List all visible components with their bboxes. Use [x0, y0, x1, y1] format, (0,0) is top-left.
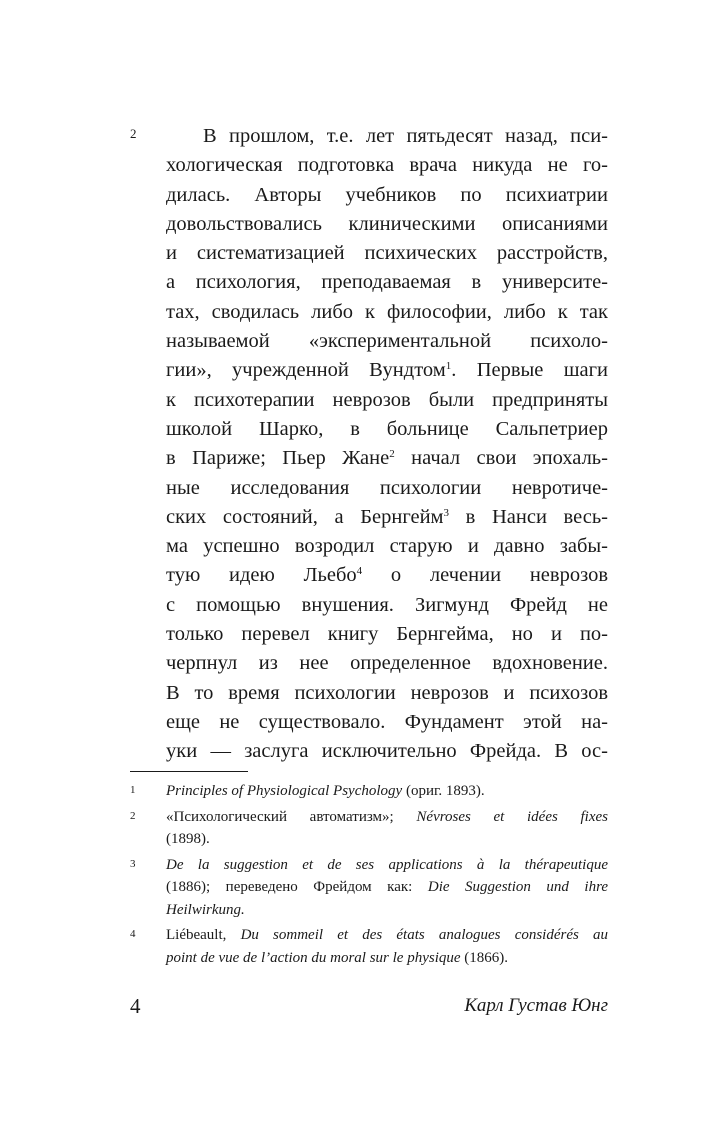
footnote-line — [166, 780, 608, 803]
text-line: только перевел книгу Бернгейма, но и по- — [166, 623, 608, 646]
text-line: довольствовались клиническими описаниями — [166, 212, 608, 235]
text-line: В прошлом, т.е. лет пятьдесят назад, пси- — [203, 125, 608, 147]
footnote-divider — [130, 771, 248, 772]
footnote-line — [166, 876, 608, 899]
text-segment: начал свои эпохаль- — [394, 447, 608, 470]
footnote-title: point de vue de l’action du moral sur le physique — [166, 949, 461, 966]
text-line — [166, 503, 608, 532]
text-line: дилась. Авторы учебников по психиатрии — [166, 183, 608, 206]
footnote-ref: 4 — [356, 565, 363, 578]
footnote-title: Névroses et idées fixes — [416, 808, 608, 825]
footnote-title: Die Suggestion und ihre — [427, 879, 609, 895]
footnote-4 — [130, 924, 608, 969]
footnote-ref: 3 — [443, 506, 450, 519]
text-line: черпнул из нее определенное вдохновение. — [166, 652, 608, 675]
footnote-line — [166, 924, 608, 947]
text-line: еще не существовало. Фундамент этой на- — [166, 710, 608, 733]
footnote-text: (1866). — [460, 949, 509, 966]
text-segment: в Нанси весь- — [449, 505, 608, 528]
footnote-3 — [130, 854, 608, 922]
footnote-line — [166, 854, 608, 877]
footnote-text: (ориг. 1893). — [402, 783, 485, 799]
footnote-number: 3 — [130, 857, 136, 870]
text-segment: . Первые шаги — [451, 359, 608, 382]
footnote-line — [166, 899, 608, 922]
text-line: В то время психологии неврозов и психозов — [166, 681, 608, 704]
text-line: называемой «экспериментальной психоло- — [166, 330, 608, 353]
text-line — [166, 356, 608, 385]
text-line: ма успешно возродил старую и давно забы- — [166, 535, 608, 558]
footnote-number: 2 — [130, 809, 136, 822]
text-line — [166, 444, 608, 473]
footnote-title: Du sommeil et des états analogues considérés au — [240, 927, 609, 943]
text-line: и систематизацией психических расстройств, — [166, 242, 608, 265]
text-line: хологическая подготовка врача никуда не го- — [166, 154, 608, 177]
text-line: а психология, преподаваемая в университе- — [166, 271, 608, 294]
footnote-1 — [130, 780, 608, 803]
body-text — [166, 122, 608, 767]
footnote-text: «Психологический автоматизм»; — [166, 808, 394, 825]
running-footer-author: Карл Густав Юнг — [464, 995, 608, 1016]
footnote-title: De la suggestion et de ses applications à la thérapeutique — [166, 856, 608, 873]
footnote-text: (1886); переведено Фрейдом как: — [166, 879, 413, 895]
page-number: 4 — [130, 994, 141, 1018]
text-segment: ских состояний, а Бернгейм — [166, 505, 444, 528]
footnote-number: 1 — [130, 784, 136, 796]
margin-number: 2 — [130, 126, 137, 141]
text-line: с помощью внушения. Зигмунд Фрейд не — [166, 593, 608, 616]
text-line: ные исследования психологии невротиче- — [166, 476, 608, 499]
text-line: школой Шарко, в больнице Сальпетриер — [166, 417, 608, 440]
footnote-number: 4 — [130, 928, 136, 940]
footnote-text: Liébeault, — [166, 927, 227, 943]
footnotes — [130, 780, 608, 969]
footnote-title: Principles of Physiological Psychology — [166, 783, 403, 799]
footnote-2 — [130, 806, 608, 851]
text-line: к психотерапии неврозов были предприняты — [166, 388, 608, 411]
text-segment: тую идею Льебо — [166, 564, 357, 587]
footnote-ref: 2 — [389, 448, 395, 461]
text-segment: в Париже; Пьер Жане — [166, 447, 390, 470]
footnote-line — [166, 806, 608, 829]
text-segment: гии», учрежденной Вундтом — [166, 359, 446, 382]
footnote-ref: 1 — [445, 360, 452, 373]
text-segment: о лечении неврозов — [362, 564, 608, 587]
footnote-title: Heilwirkung. — [166, 901, 245, 918]
footnote-line — [166, 947, 608, 970]
text-line — [166, 561, 608, 590]
footnote-line: (1898). — [166, 831, 210, 847]
text-line: тах, сводилась либо к философии, либо к так — [166, 300, 608, 323]
text-line: уки — заслуга исключительно Фрейда. В ос- — [166, 740, 608, 763]
